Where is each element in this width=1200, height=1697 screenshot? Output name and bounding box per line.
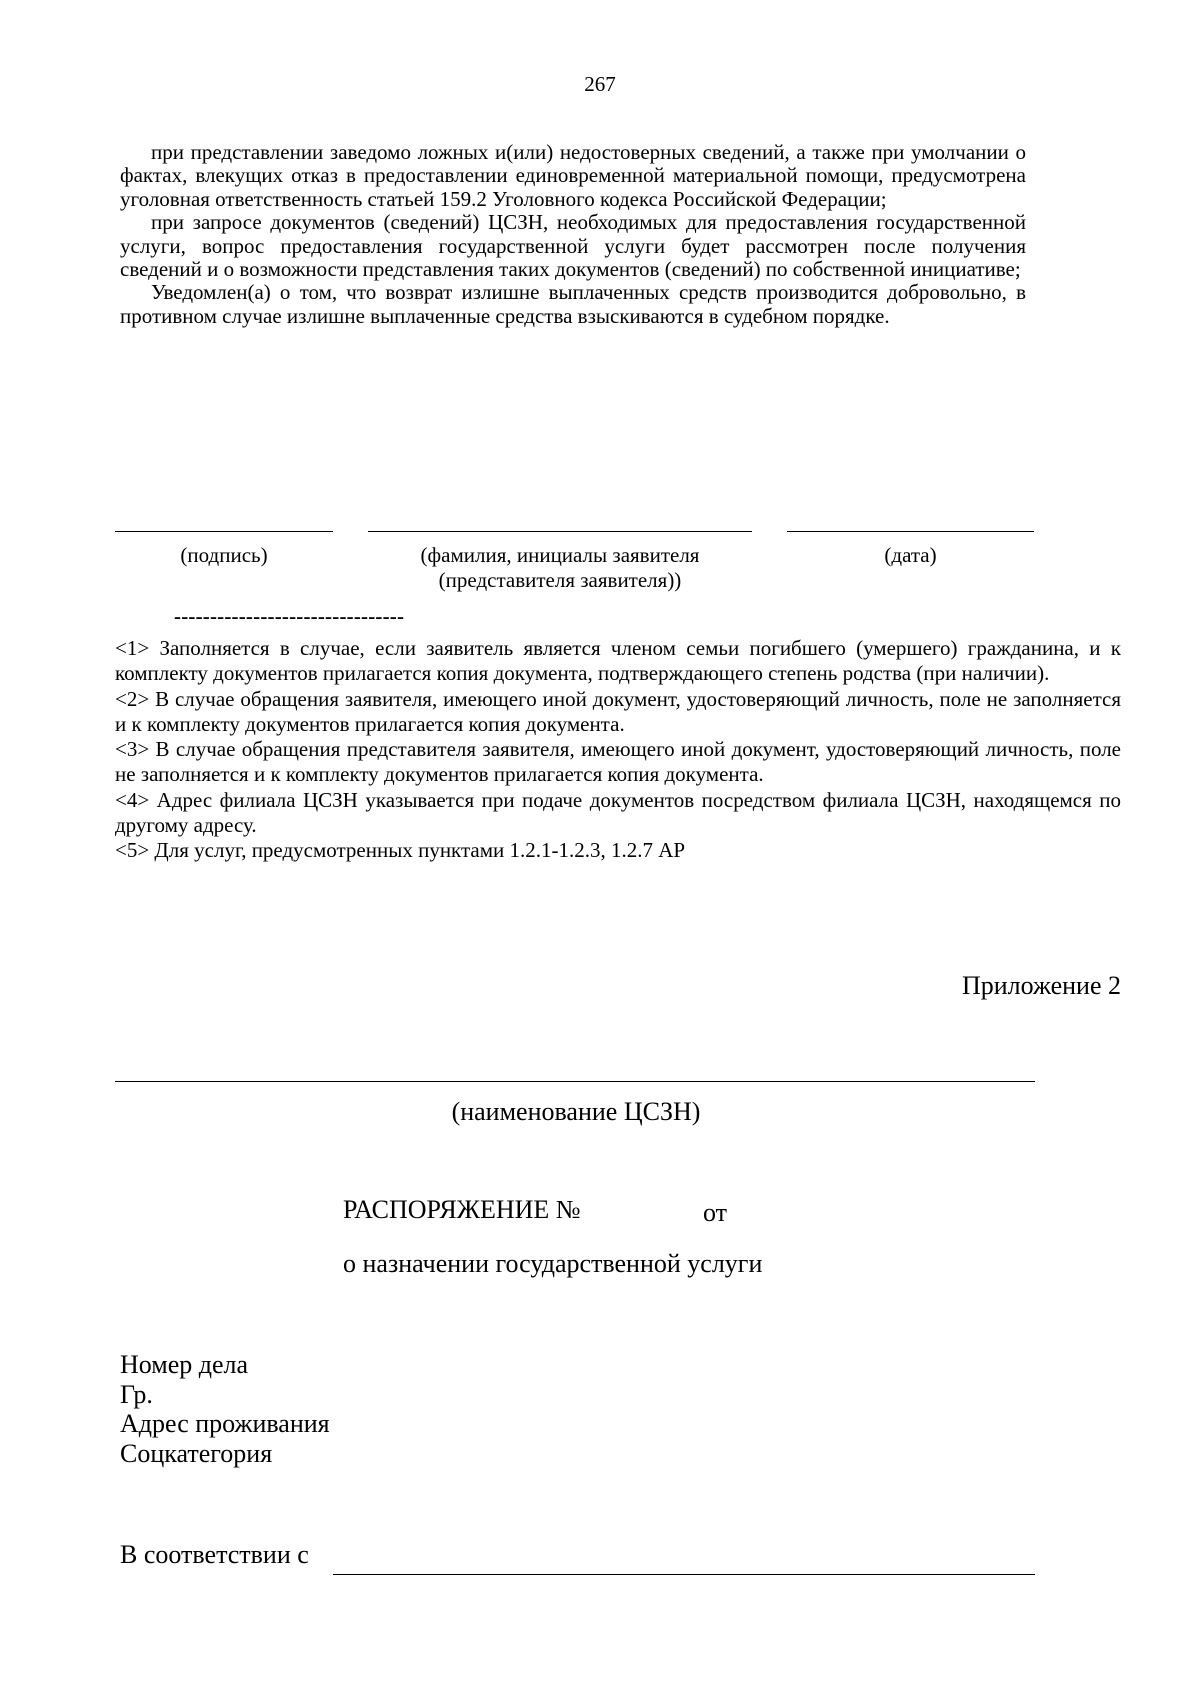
paragraph-false-info: при представлении заведомо ложных и(или) недостоверных сведений, а также при умолчании о фактах, влекущих отказ в предоставлении единовременной материальной помощи, предусмотрена уголовная ответственность статьей 159.2 Уголовного кодекса Российской Федерации; — [120, 140, 1026, 211]
field-case-number: Номер дела — [120, 1350, 249, 1379]
order-title: РАСПОРЯЖЕНИЕ № — [343, 1195, 581, 1224]
footnote-3: <3> В случае обращения представителя заявителя, имеющего иной документ, удостоверяющий личность, поле не заполняется и к комплекту документов прилагается копия документа. — [115, 737, 1121, 787]
case-fields — [120, 1350, 330, 1468]
name-line — [368, 531, 752, 532]
signature-label: (подпись) — [180, 543, 268, 567]
footnote-4: <4> Адрес филиала ЦСЗН указывается при подаче документов посредством филиала ЦСЗН, находящемся по другому адресу. — [115, 787, 1121, 838]
paragraph-refund-notice: Уведомлен(а) о том, что возврат излишне выплаченных средств производится добровольно, в противном случае излишне выплаченные средства взыскиваются в судебном порядке. — [120, 280, 1026, 328]
center-name-line — [115, 1081, 1035, 1082]
field-address: Адрес проживания — [120, 1409, 330, 1438]
field-citizen: Гр. — [120, 1379, 153, 1409]
footnote-2: <2> В случае обращения заявителя, имеющего иной документ, удостоверяющий личность, поле не заполняется и к комплекту документов прилагается копия документа. — [115, 686, 1121, 736]
date-line — [787, 531, 1034, 532]
footnote-1: <1> Заполняется в случае, если заявитель является членом семьи погибшего (умершего) гражданина, и к комплекту документов прилагается копия документа, подтверждающего степень родства (при наличии). — [115, 636, 1121, 686]
date-label: (дата) — [884, 543, 937, 567]
center-name-label: (наименование ЦСЗН) — [451, 1097, 701, 1126]
name-label-line2: (представителя заявителя)) — [438, 568, 682, 592]
name-label-line1: (фамилия, инициалы заявителя — [420, 543, 700, 567]
footnote-separator: -------------------------------- — [174, 604, 405, 628]
paragraph-document-request: при запросе документов (сведений) ЦСЗН, необходимых для предоставления государственной услуги, вопрос предоставления государственной услуги будет рассмотрен после получения сведений и о возможности представления таких документов (сведений) по собственной инициативе; — [120, 210, 1026, 282]
page-number: 267 — [584, 72, 616, 96]
name-label — [360, 543, 760, 593]
order-subject: о назначении государственной услуги — [343, 1249, 763, 1278]
order-from: от — [703, 1198, 728, 1227]
declaration-paragraphs — [120, 141, 1026, 328]
footnotes — [115, 636, 1121, 864]
accordance-label: В соответствии с — [120, 1540, 309, 1569]
signature-line — [115, 531, 333, 532]
footnote-5: <5> Для услуг, предусмотренных пунктами 1.2.1-1.2.3, 1.2.7 АР — [115, 838, 686, 863]
appendix-label: Приложение 2 — [961, 971, 1121, 1000]
accordance-line — [333, 1574, 1035, 1575]
field-social-category: Соцкатегория — [120, 1438, 273, 1468]
